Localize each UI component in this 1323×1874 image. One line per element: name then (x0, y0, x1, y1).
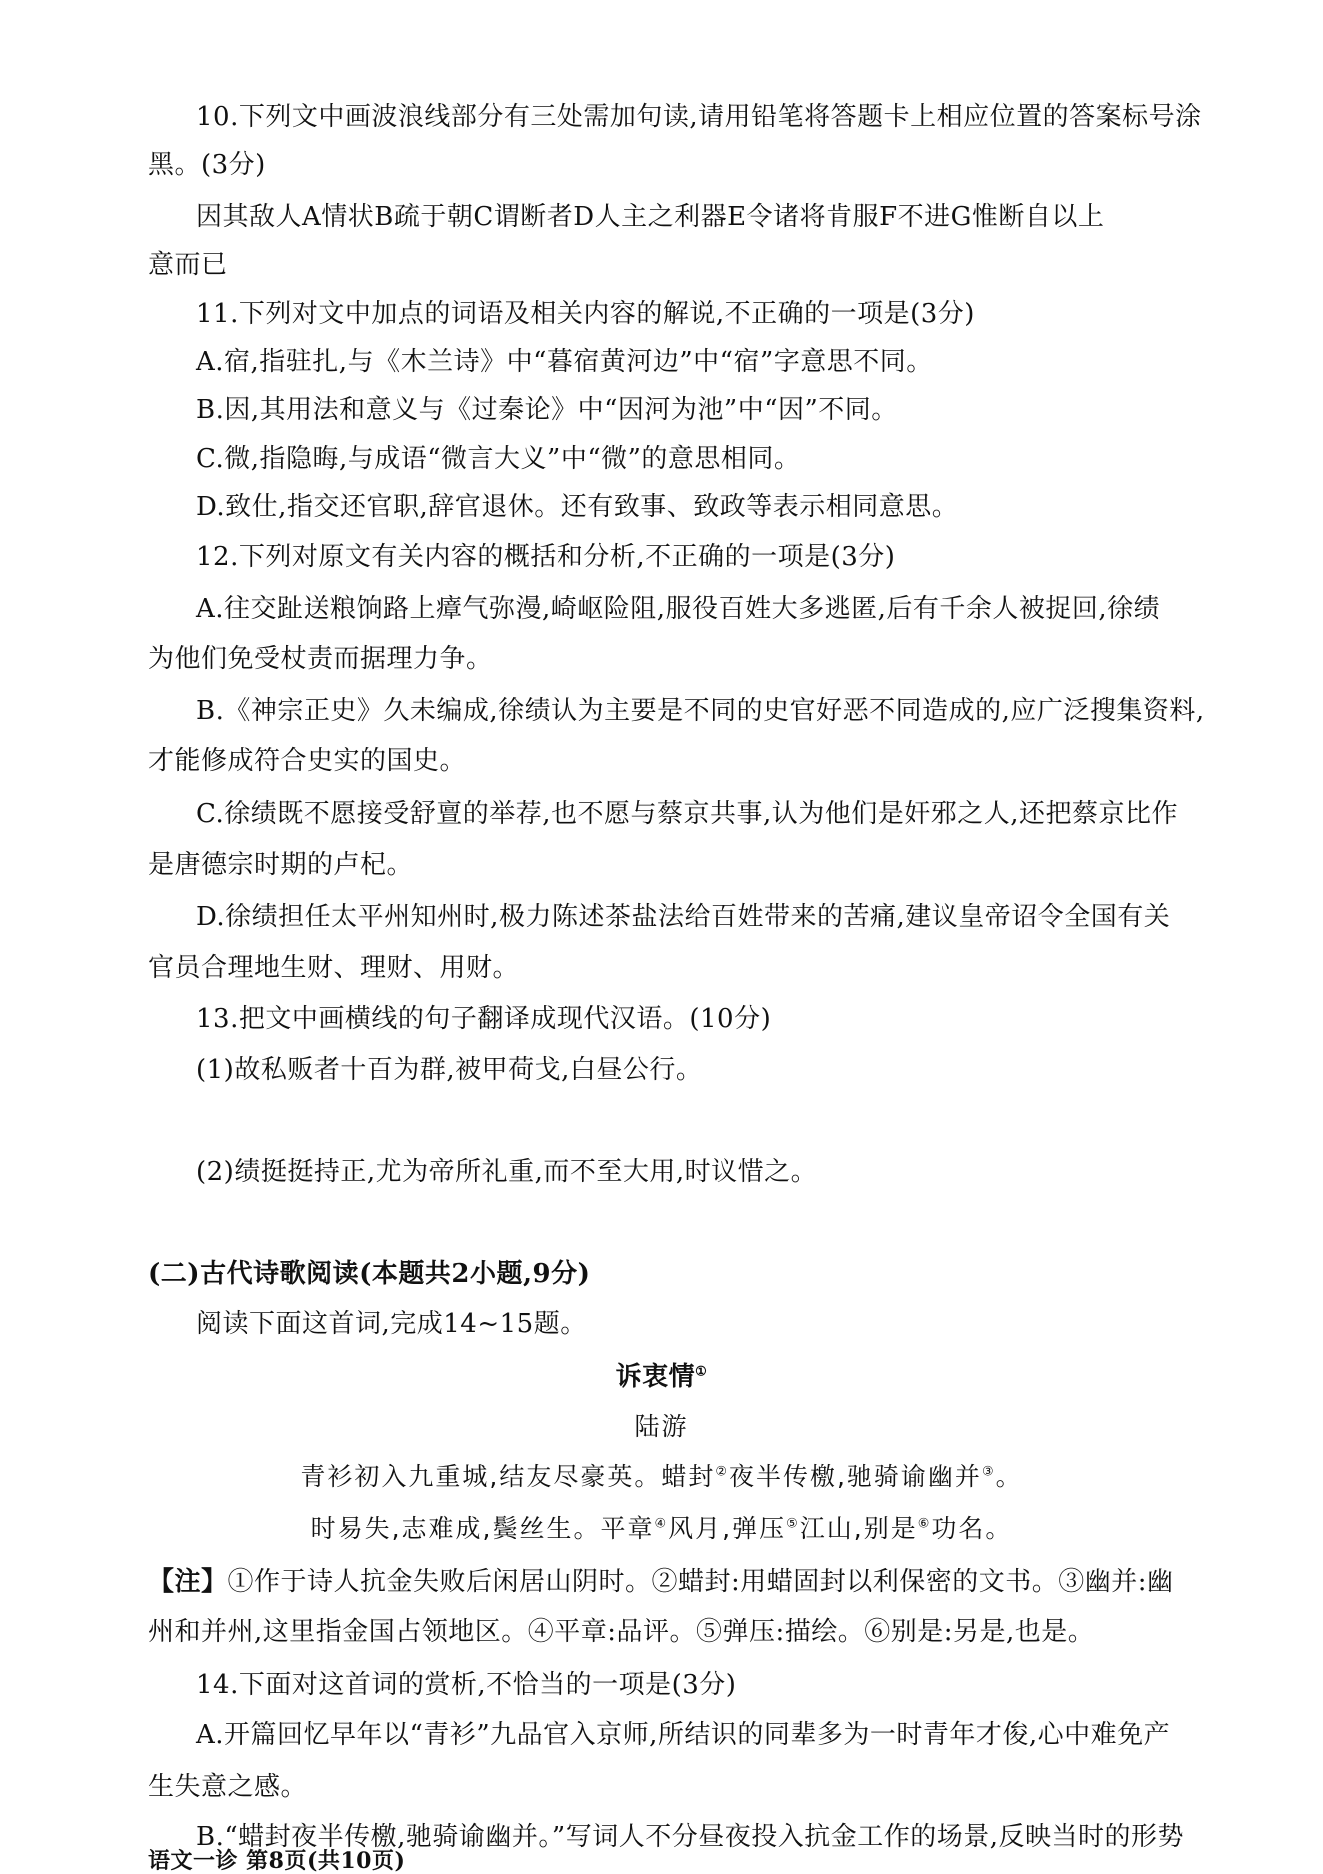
poem-title: 诉衷情① (615, 1362, 708, 1392)
notes-tag: 【注】 (148, 1567, 228, 1597)
q11-option-c: C.微,指隐晦,与成语“微言大义”中“微”的意思相同。 (196, 444, 801, 474)
q10-options-line2: 意而已 (148, 250, 228, 280)
section-heading: (二)古代诗歌阅读(本题共2小题,9分) (148, 1259, 591, 1289)
q12-option-c-line2: 是唐德宗时期的卢杞。 (148, 850, 414, 880)
q14-option-a-line2: 生失意之感。 (148, 1772, 308, 1802)
page-footer: 语文一诊 第8页(共10页) (148, 1848, 406, 1874)
poem-author: 陆游 (634, 1412, 689, 1441)
q11-option-d: D.致仕,指交还官职,辞官退休。还有致事、致政等表示相同意思。 (196, 492, 959, 522)
q12-option-d-line1: D.徐绩担任太平州知州时,极力陈述茶盐法给百姓带来的苦痛,建议皇帝诏令全国有关 (196, 902, 1171, 932)
q12-option-c-line1: C.徐绩既不愿接受舒亶的举荐,也不愿与蔡京共事,认为他们是奸邪之人,还把蔡京比作 (196, 799, 1179, 829)
section-intro: 阅读下面这首词,完成14~15题。 (196, 1309, 587, 1339)
q12-stem: 12.下列对原文有关内容的概括和分析,不正确的一项是(3分) (196, 542, 896, 572)
q10-options-line1: 因其敌人A情状B疏于朝C谓断者D人主之利器E令诸将肯服F不进G惟断自以上 (196, 202, 1105, 232)
q10-stem-line1: 10.下列文中画波浪线部分有三处需加句读,请用铅笔将答题卡上相应位置的答案标号涂 (196, 102, 1202, 132)
q14-option-a-line1: A.开篇回忆早年以“青衫”九品官入京师,所结识的同辈多为一时青年才俊,心中难免产 (196, 1720, 1171, 1750)
q12-option-d-line2: 官员合理地生财、理财、用财。 (148, 953, 520, 983)
notes-line1: 【注】①作于诗人抗金失败后闲居山阴时。②蜡封:用蜡固封以利保密的文书。③幽并:幽 (148, 1567, 1174, 1597)
q13-sentence-2: (2)绩挺挺持正,尤为帝所礼重,而不至大用,时议惜之。 (196, 1157, 818, 1187)
q14-stem: 14.下面对这首词的赏析,不恰当的一项是(3分) (196, 1670, 737, 1700)
q12-option-b-line1: B.《神宗正史》久未编成,徐绩认为主要是不同的史官好恶不同造成的,应广泛搜集资料, (196, 696, 1205, 726)
q11-option-b: B.因,其用法和意义与《过秦论》中“因河为池”中“因”不同。 (196, 395, 898, 425)
poem-line-2: 时易失,志难成,鬓丝生。平章④风月,弹压⑤江山,别是⑥功名。 (310, 1514, 1013, 1543)
q10-stem-line2: 黑。(3分) (148, 150, 266, 180)
q13-sentence-1: (1)故私贩者十百为群,被甲荷戈,白昼公行。 (196, 1055, 703, 1085)
q12-option-a-line1: A.往交趾送粮饷路上瘴气弥漫,崎岖险阻,服役百姓大多逃匿,后有千余人被捉回,徐绩 (196, 594, 1161, 624)
q12-option-b-line2: 才能修成符合史实的国史。 (148, 746, 467, 776)
q11-stem: 11.下列对文中加点的词语及相关内容的解说,不正确的一项是(3分) (196, 299, 975, 329)
poem-line-1: 青衫初入九重城,结友尽豪英。蜡封②夜半传檄,驰骑谕幽并③。 (300, 1462, 1023, 1491)
q11-option-a: A.宿,指驻扎,与《木兰诗》中“暮宿黄河边”中“宿”字意思不同。 (196, 347, 933, 377)
q13-stem: 13.把文中画横线的句子翻译成现代汉语。(10分) (196, 1004, 772, 1034)
q14-option-b-line1: B.“蜡封夜半传檄,驰骑谕幽并。”写词人不分昼夜投入抗金工作的场景,反映当时的形势 (196, 1822, 1184, 1852)
notes-line2: 州和并州,这里指金国占领地区。④平章:品评。⑤弹压:描绘。⑥别是:另是,也是。 (148, 1617, 1095, 1647)
q12-option-a-line2: 为他们免受杖责而据理力争。 (148, 644, 493, 674)
